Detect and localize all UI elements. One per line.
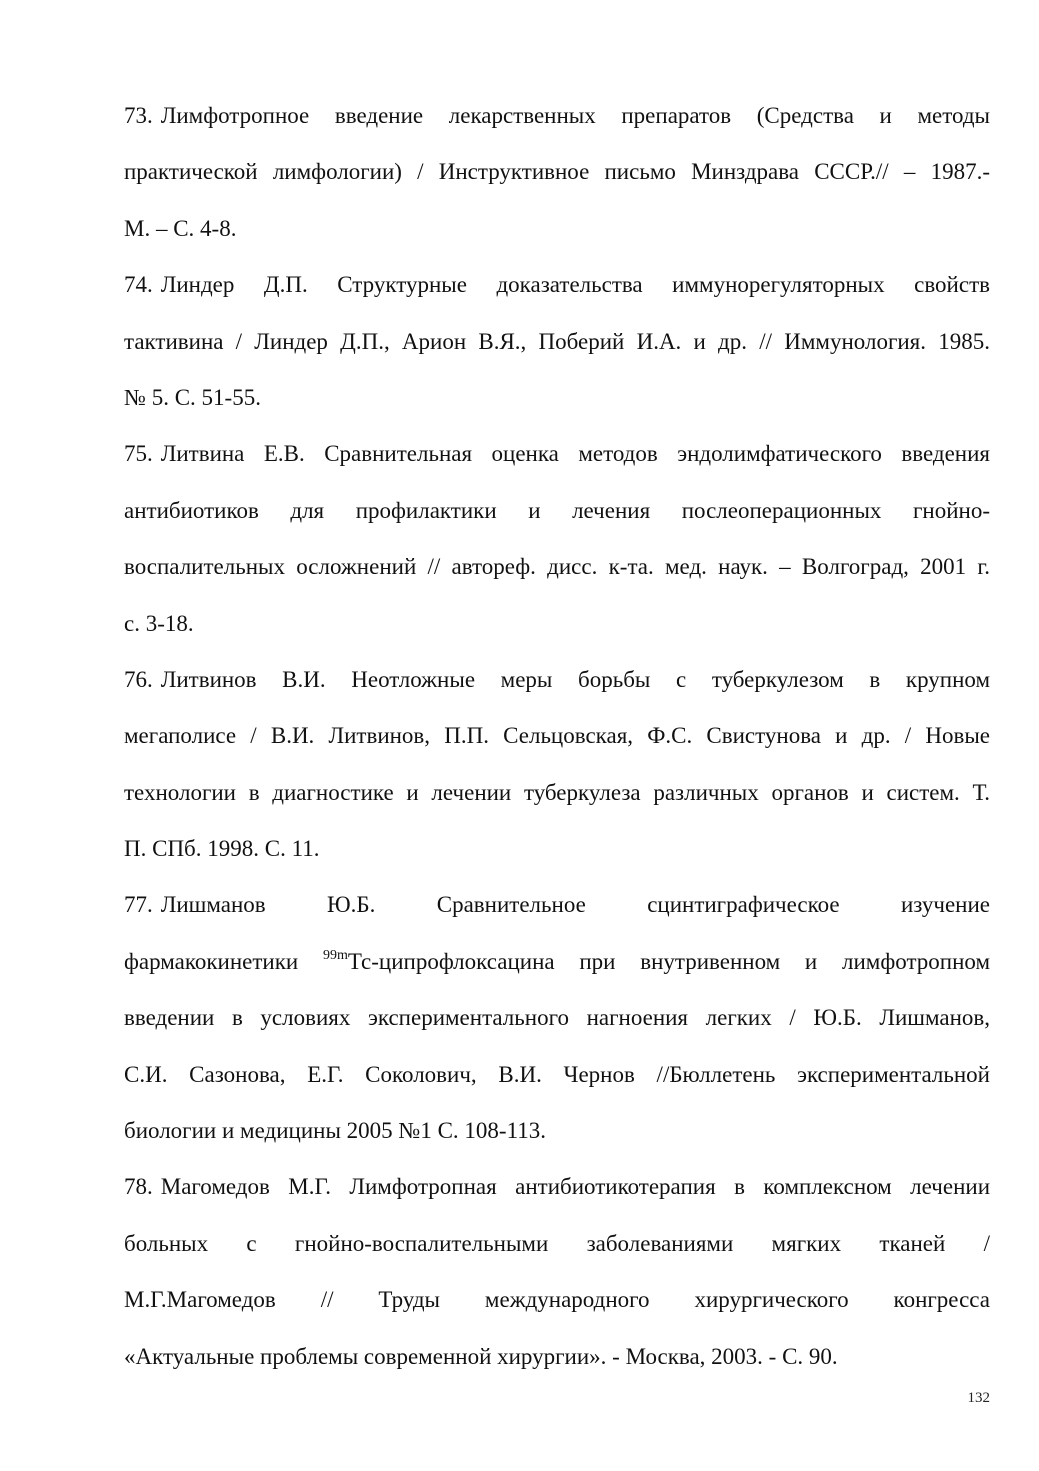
reference-number: 76.: [124, 666, 153, 692]
reference-73-line-2: практической лимфологии) / Инструктивное письмо Минздрава СССР.// – 1987.-: [124, 159, 990, 185]
isotope-superscript: 99m: [322, 947, 348, 963]
reference-text: Лимфотропное введение лекарственных препаратов (Средства и методы: [160, 103, 990, 128]
reference-text: Лишманов Ю.Б. Сравнительное сцинтиграфическое изучение: [160, 892, 990, 918]
reference-number: 73.: [124, 103, 153, 128]
reference-78-line-4: «Актуальные проблемы современной хирургии». - Москва, 2003. - С. 90.: [124, 1343, 838, 1369]
reference-76-line-3: технологии в диагностике и лечении туберкулеза различных органов и систем. Т.: [124, 779, 990, 805]
reference-number: 77.: [124, 892, 153, 918]
reference-74-line-1: [124, 263, 990, 319]
reference-74-line-2: тактивина / Линдер Д.П., Арион В.Я., Поберий И.А. и др. // Иммунология. 1985.: [124, 328, 990, 354]
reference-76-line-2: мегаполисе / В.И. Литвинов, П.П. Сельцовская, Ф.С. Свистунова и др. / Новые: [124, 723, 990, 749]
reference-75-line-3: воспалительных осложнений // автореф. дисс. к-та. мед. наук. – Волгоград, 2001 г.: [124, 554, 990, 580]
reference-text: Литвинов В.И. Неотложные меры борьбы с туберкулезом в крупном: [160, 666, 990, 692]
reference-77-line-4: С.И. Сазонова, Е.Г. Соколович, В.И. Чернов //Бюллетень экспериментальной: [124, 1061, 990, 1087]
reference-78-line-3: М.Г.Магомедов // Труды международного хирургического конгресса: [124, 1287, 990, 1313]
reference-78-line-2: больных с гнойно-воспалительными заболеваниями мягких тканей /: [124, 1230, 990, 1256]
reference-text: Литвина Е.В. Сравнительная оценка методов эндолимфатического введения: [160, 441, 990, 467]
reference-78-line-1: [124, 1165, 990, 1221]
reference-76-line-1: [124, 658, 990, 714]
reference-73-line-1: [124, 94, 990, 150]
reference-list: [124, 94, 990, 1391]
reference-77-line-1: [124, 883, 990, 939]
reference-76-line-4: П. СПб. 1998. С. 11.: [124, 836, 320, 862]
reference-text: Линдер Д.П. Структурные доказательства иммунорегуляторных свойств: [160, 272, 990, 298]
reference-text: Тс-ципрофлоксацина при внутривенном и лимфотропном: [347, 948, 991, 974]
reference-75-line-1: [124, 432, 990, 488]
reference-number: 75.: [124, 441, 153, 467]
reference-74-line-3: № 5. С. 51-55.: [124, 384, 261, 410]
reference-text: фармакокинетики: [124, 948, 323, 974]
page-number: 132: [967, 1390, 990, 1406]
reference-number: 74.: [124, 272, 153, 298]
reference-77-line-5: биологии и медицины 2005 №1 С. 108-113.: [124, 1118, 546, 1144]
reference-73-line-3: М. – С. 4-8.: [124, 215, 237, 241]
reference-75-line-2: антибиотиков для профилактики и лечения послеоперационных гнойно-: [124, 497, 990, 523]
reference-75-line-4: с. 3-18.: [124, 610, 194, 636]
reference-number: 78.: [124, 1174, 153, 1200]
reference-77-line-2: [124, 940, 990, 996]
reference-77-line-3: введении в условиях экспериментального нагноения легких / Ю.Б. Лишманов,: [124, 1005, 990, 1031]
reference-text: Магомедов М.Г. Лимфотропная антибиотикотерапия в комплексном лечении: [160, 1174, 990, 1200]
